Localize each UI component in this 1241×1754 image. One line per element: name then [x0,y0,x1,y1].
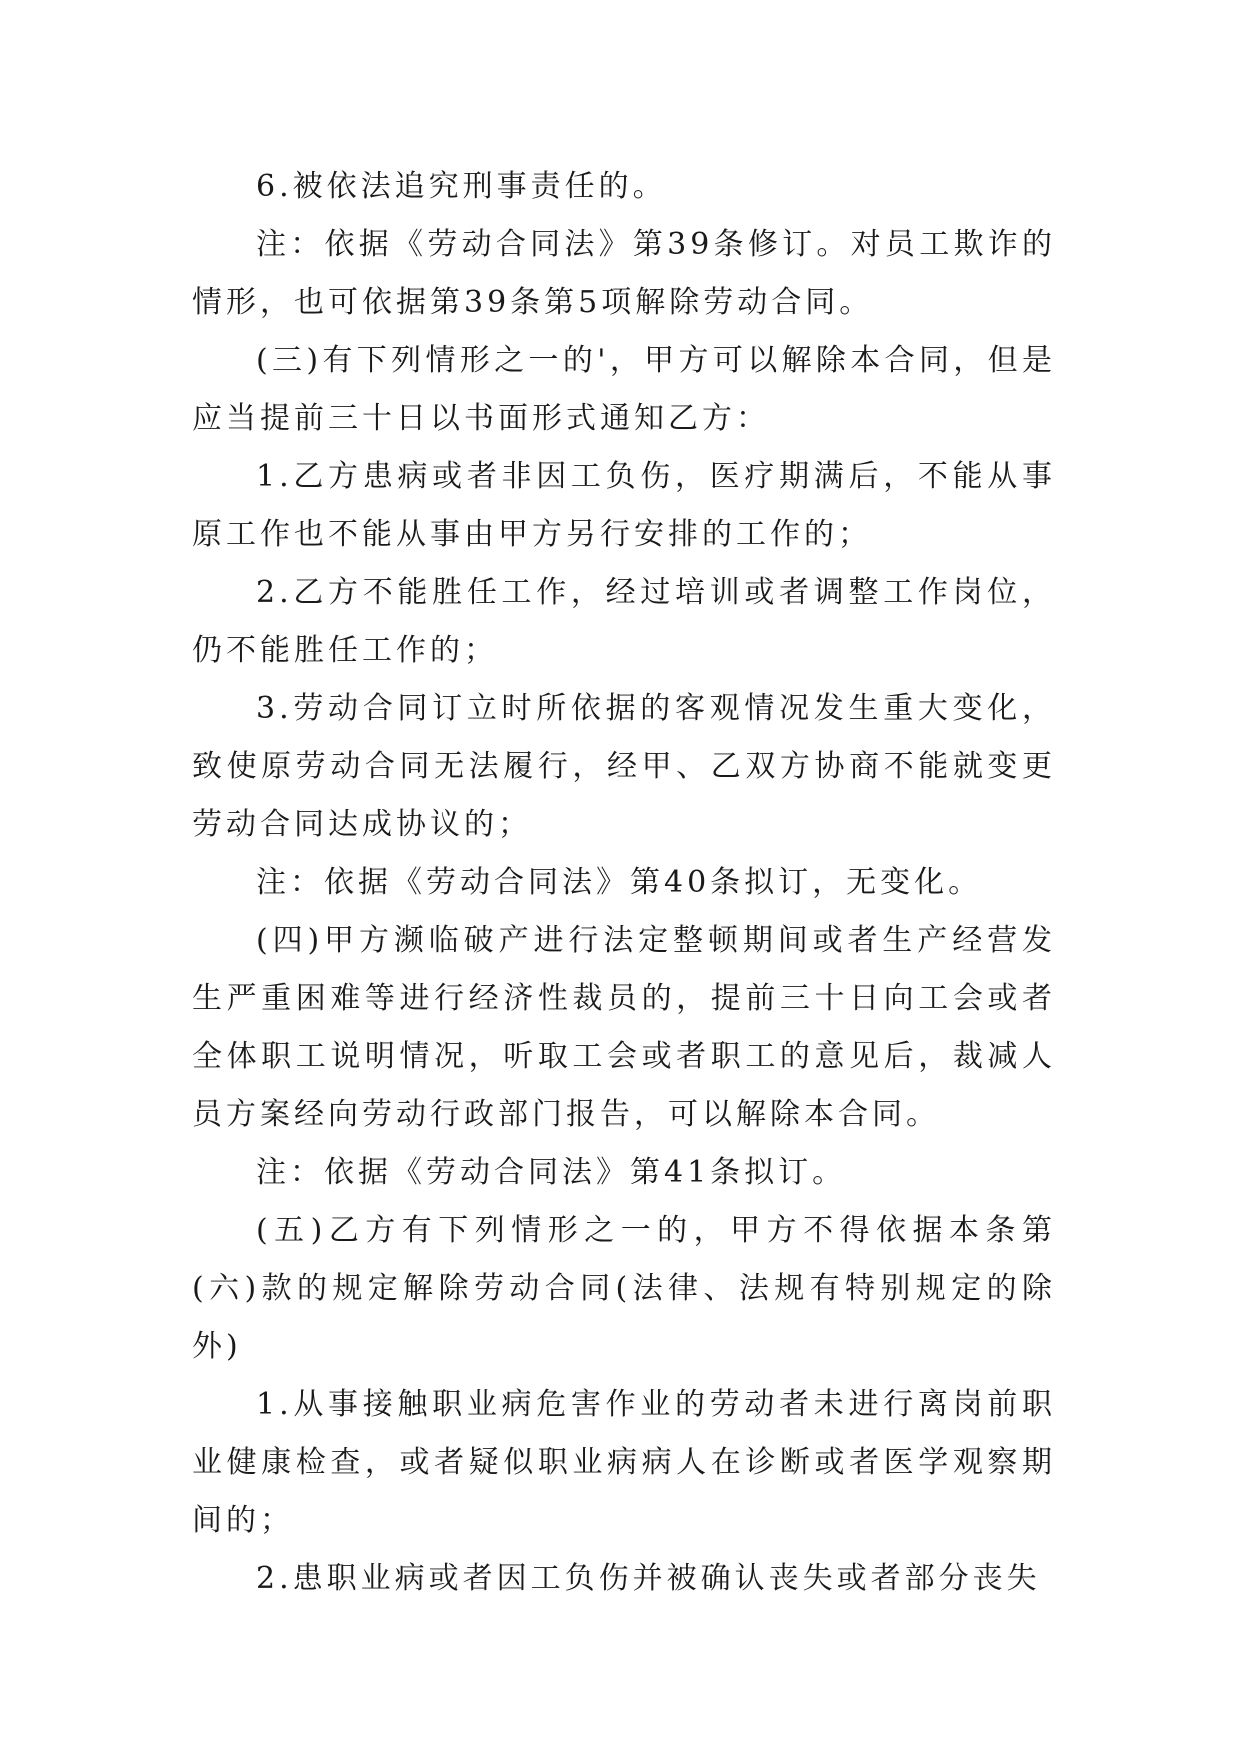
paragraph-1: 6.被依法追究刑事责任的。 [256,169,667,204]
document-page [192,158,1056,1608]
paragraph-2: 注：依据《劳动合同法》第39条修订。对员工欺诈的情形，也可依据第39条第5项解除劳动合同。 [192,227,1056,320]
paragraph-7: 注：依据《劳动合同法》第40条拟订，无变化。 [256,865,983,900]
paragraph-4: 1.乙方患病或者非因工负伤，医疗期满后，不能从事原工作也不能从事由甲方另行安排的工作的； [192,459,1056,552]
paragraph-12: 2.患职业病或者因工负伤并被确认丧失或者部分丧失 [256,1561,1041,1596]
paragraph-5: 2.乙方不能胜任工作，经过培训或者调整工作岗位，仍不能胜任工作的； [192,575,1056,668]
paragraph-6: 3.劳动合同订立时所依据的客观情况发生重大变化，致使原劳动合同无法履行，经甲、乙双方协商不能就变更劳动合同达成协议的； [192,691,1056,842]
paragraph-10: (五)乙方有下列情形之一的，甲方不得依据本条第(六)款的规定解除劳动合同(法律、法规有特别规定的除外) [192,1213,1056,1364]
paragraph-3: (三)有下列情形之一的'，甲方可以解除本合同，但是应当提前三十日以书面形式通知乙方： [192,343,1056,436]
paragraph-8: (四)甲方濒临破产进行法定整顿期间或者生产经营发生严重困难等进行经济性裁员的，提前三十日向工会或者全体职工说明情况，听取工会或者职工的意见后，裁减人员方案经向劳动行政部门报告，可以解除本合同。 [192,923,1056,1132]
paragraph-11: 1.从事接触职业病危害作业的劳动者未进行离岗前职业健康检查，或者疑似职业病病人在诊断或者医学观察期间的； [192,1387,1056,1538]
paragraph-9: 注：依据《劳动合同法》第41条拟订。 [256,1155,847,1190]
